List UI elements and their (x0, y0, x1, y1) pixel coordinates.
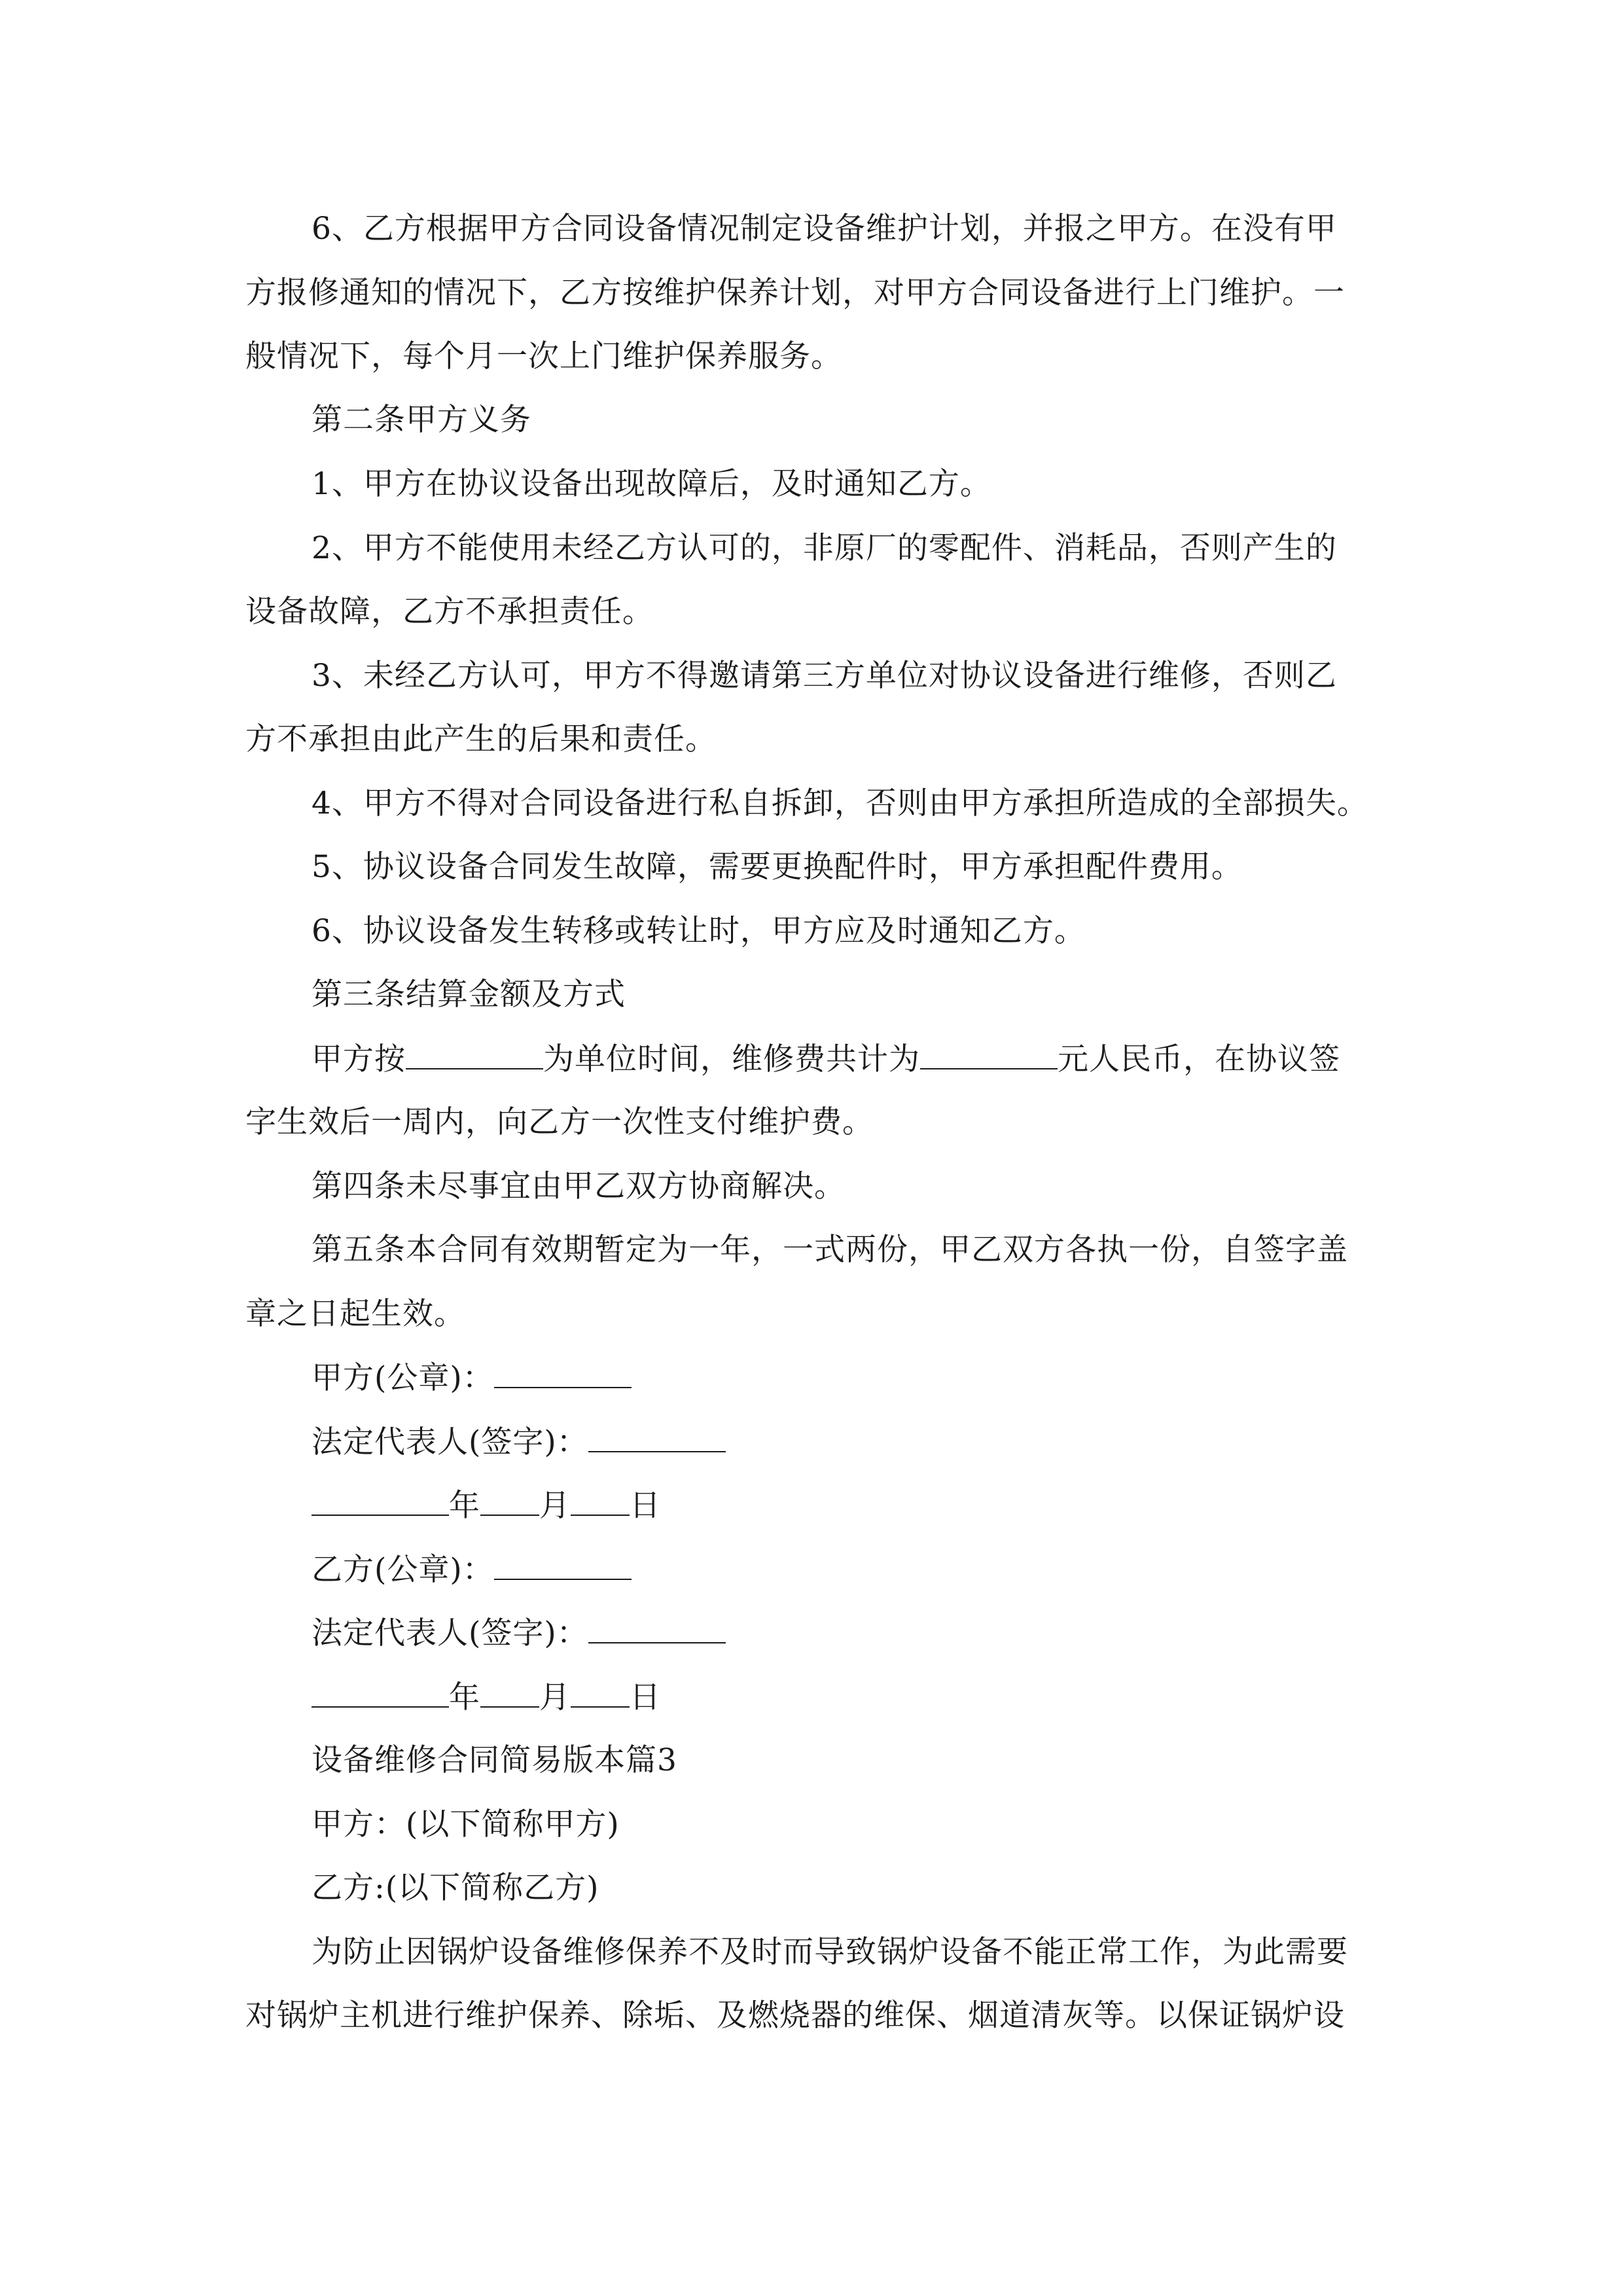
year-label: 年 (449, 1679, 480, 1715)
signature-line (312, 1358, 632, 1398)
paragraph-line: 3、未经乙方认可，甲方不得邀请第三方单位对协议设备进行维修，否则乙 (312, 658, 1337, 694)
paragraph-line: 4、甲方不得对合同设备进行私自拆卸，否则由甲方承担所造成的全部损失。 (312, 785, 1368, 821)
blank-field (571, 1677, 630, 1708)
paragraph-line: 般情况下，每个月一次上门维护保养服务。 (245, 338, 842, 374)
paragraph-line: 方报修通知的情况下，乙方按维护保养计划，对甲方合同设备进行上门维护。一 (245, 275, 1345, 311)
paragraph-line: 5、协议设备合同发生故障，需要更换配件时，甲方承担配件费用。 (312, 849, 1243, 885)
paragraph-line: 字生效后一周内，向乙方一次性支付维护费。 (245, 1104, 874, 1140)
section-heading: 第二条甲方义务 (312, 402, 531, 438)
signature-line (312, 1550, 632, 1590)
payment-text: 元人民币，在协议签 (1058, 1041, 1340, 1077)
paragraph-line: 方不承担由此产生的后果和责任。 (245, 721, 717, 757)
paragraph-line: 6、乙方根据甲方合同设备情况制定设备维护计划，并报之甲方。在没有甲 (312, 211, 1337, 247)
paragraph-line: 第五条本合同有效期暂定为一年，一式两份，甲乙双方各执一份，自签字盖 (312, 1232, 1348, 1268)
paragraph-line: 对锅炉主机进行维护保养、除垢、及燃烧器的维保、烟道清灰等。以保证锅炉设 (245, 1998, 1345, 2034)
blank-field (494, 1550, 632, 1580)
blank-field (406, 1039, 543, 1069)
paragraph-line: 设备故障，乙方不承担责任。 (245, 594, 654, 630)
paragraph-line: 章之日起生效。 (245, 1296, 465, 1332)
representative-label: 法定代表人(签字)： (312, 1424, 588, 1460)
paragraph-line: 1、甲方在协议设备出现故障后，及时通知乙方。 (312, 466, 991, 502)
date-line (312, 1677, 661, 1717)
payment-text: 为单位时间，维修费共计为 (543, 1041, 920, 1077)
section-heading: 第三条结算金额及方式 (312, 977, 626, 1013)
date-line (312, 1486, 661, 1526)
month-label: 月 (539, 1679, 571, 1715)
paragraph-line: 2、甲方不能使用未经乙方认可的，非原厂的零配件、消耗品，否则产生的 (312, 530, 1337, 566)
paragraph-line: 第四条未尽事宜由甲乙双方协商解决。 (312, 1168, 846, 1204)
party-b-line: 乙方:(以下简称乙方) (312, 1870, 599, 1906)
blank-field (494, 1358, 632, 1388)
blank-field (920, 1039, 1058, 1069)
month-label: 月 (539, 1488, 571, 1524)
payment-line (312, 1039, 1340, 1079)
day-label: 日 (630, 1488, 661, 1524)
party-a-line: 甲方：(以下简称甲方) (312, 1806, 620, 1842)
signature-line (312, 1613, 726, 1653)
blank-field (312, 1486, 449, 1516)
paragraph-line: 为防止因锅炉设备维修保养不及时而导致锅炉设备不能正常工作，为此需要 (312, 1934, 1348, 1970)
blank-field (588, 1422, 726, 1452)
year-label: 年 (449, 1488, 480, 1524)
blank-field (571, 1486, 630, 1516)
paragraph-line: 6、协议设备发生转移或转让时，甲方应及时通知乙方。 (312, 913, 1086, 949)
blank-field (588, 1613, 726, 1643)
payment-text: 甲方按 (312, 1041, 406, 1077)
blank-field (480, 1486, 539, 1516)
party-a-seal-label: 甲方(公章)： (312, 1360, 494, 1396)
representative-label: 法定代表人(签字)： (312, 1615, 588, 1651)
day-label: 日 (630, 1679, 661, 1715)
section-title: 设备维修合同简易版本篇3 (312, 1742, 677, 1778)
signature-line (312, 1422, 726, 1462)
blank-field (480, 1677, 539, 1708)
blank-field (312, 1677, 449, 1708)
party-b-seal-label: 乙方(公章)： (312, 1552, 494, 1588)
